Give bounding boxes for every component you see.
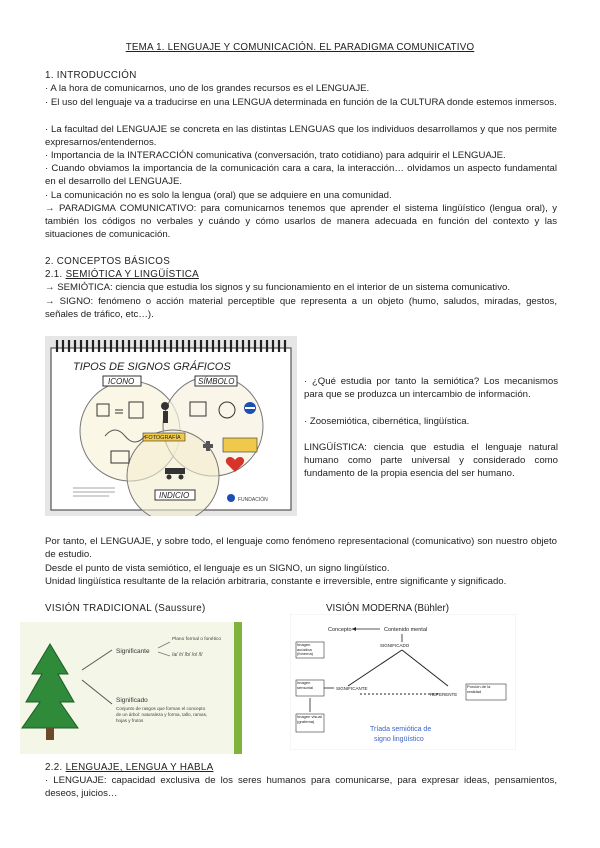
semiotica-branches: · Zoosemiótica, cibernética, lingüística. <box>304 416 470 427</box>
subsection-title: SEMIÓTICA Y LINGÜÍSTICA <box>65 269 199 280</box>
buhler-diagram <box>290 614 516 750</box>
buhler-contenido: Contenido mental <box>384 627 428 633</box>
buhler-imagen-sensorial: Imagen sensorial <box>297 681 314 690</box>
subsection-number: 2.2. <box>45 762 63 773</box>
page-title: TEMA 1. LENGUAJE Y COMUNICACIÓN. EL PARADIGMA COMUNICATIVO <box>125 42 475 53</box>
label-simbolo: SÍMBOLO <box>198 377 235 386</box>
intro-line-3: · La facultad del LENGUAJE se concreta en las distintas LENGUAS que los individuos desarrollamos y que nos permite expresarnos/entendernos. <box>45 124 557 149</box>
buhler-significado: SIGNIFICADO <box>380 643 410 648</box>
saussure-significante: Significante <box>116 648 150 655</box>
buhler-caption-1: Tríada semiótica de <box>370 726 432 733</box>
subsection-title: LENGUAJE, LENGUA Y HABLA <box>65 762 214 773</box>
buhler-significante: SIGNIFICANTE <box>336 686 368 691</box>
concepts-heading: 2. CONCEPTOS BÁSICOS <box>45 256 171 267</box>
lenguaje-def: · LENGUAJE: capacidad exclusiva de los seres humanos para comunicarse, para expresar ideas, pensamientos, deseos, juicios… <box>45 775 557 800</box>
buhler-caption-2: signo lingüístico <box>374 736 424 743</box>
buhler-porcion: Porción de la realidad <box>467 685 491 694</box>
signo-linguistico: Desde el punto de vista semiótico, el lenguaje es un SIGNO, un signo lingüístico. <box>45 563 390 574</box>
subsection-number: 2.1. <box>45 269 63 280</box>
vision-tradicional-heading: VISIÓN TRADICIONAL (Saussure) <box>45 603 206 614</box>
subsection-2-2 <box>45 761 213 774</box>
label-indicio: INDICIO <box>159 491 190 500</box>
saussure-plano-formal: Plano formal o fonético <box>172 637 222 642</box>
saussure-desc: Conjunto de rasgos que forman el concepto de un árbol: naturaleza y forma, tallo, ramas, hojas y frutos <box>116 706 208 723</box>
saussure-diagram <box>20 622 242 754</box>
notebook-title: TIPOS DE SIGNOS GRÁFICOS <box>73 361 231 373</box>
saussure-fonemas: /a/ /r/ /b/ /o/ /l/ <box>172 652 203 658</box>
semiotica-def: → SEMIÓTICA: ciencia que estudia los signos y su funcionamiento en el interior de un sistema comunicativo. <box>45 282 510 293</box>
label-fotografia: FOTOGRAFÍA <box>145 435 181 441</box>
intro-line-5: · Cuando obviamos la importancia de la comunicación cara a cara, la interacción… olvidamos un aspecto fundamental en el desarrollo del LENGUAJE. <box>45 163 557 188</box>
intro-line-2: · El uso del lenguaje va a traducirse en una LENGUA determinada en función de la CULTURA donde estemos inmersos. <box>45 97 557 108</box>
buhler-imagen-acustica: Imagen acústica (fonema) <box>297 643 314 657</box>
buhler-concepto: Concepto <box>328 627 352 633</box>
signo-def: → SIGNO: fenómeno o acción material perceptible que representa a un objeto (humo, saludos, miradas, gestos, señales de tráfico, etc…). <box>45 296 557 321</box>
intro-heading: 1. INTRODUCCIÓN <box>45 70 137 81</box>
intro-line-7: → PARADIGMA COMUNICATIVO: para comunicarnos tenemos que aprender el sistema lingüístico (lengua oral), y también los códigos no verbales y cuándo y cómo usarlos de manera adecuada en función del contexto y las situaciones de comunicación. <box>45 203 557 241</box>
label-icono: ICONO <box>108 377 135 386</box>
notebook-logo: FUNDACIÓN <box>238 497 268 503</box>
buhler-referente: REFERENTE <box>430 692 458 697</box>
vision-moderna-heading: VISIÓN MODERNA (Bühler) <box>326 603 450 614</box>
semiotica-question: · ¿Qué estudia por tanto la semiótica? Los mecanismos para que se produzca un intercambio de información. <box>304 376 558 401</box>
subsection-2-1 <box>45 268 199 281</box>
buhler-imagen-visual: Imagen visual (grafema) <box>297 715 322 724</box>
linguistica-def: LINGÜÍSTICA: ciencia que estudia el lenguaje natural humano como parte universal y considerado como fundamento de la propia esencia del ser humano. <box>304 442 558 480</box>
intro-line-6: · La comunicación no es solo la lengua (oral) que se adquiere en una comunidad. <box>45 190 392 201</box>
intro-line-4: · Importancia de la INTERACCIÓN comunicativa (conversación, trato cotidiano) para adquirir el LENGUAJE. <box>45 150 506 161</box>
saussure-significado: Significado <box>116 697 148 704</box>
intro-line-1: · A la hora de comunicarnos, uno de los grandes recursos es el LENGUAJE. <box>45 83 370 94</box>
lenguaje-objeto: Por tanto, el LENGUAJE, y sobre todo, el lenguaje como fenómeno representacional (comunicativo) son nuestro objeto de estudio. <box>45 536 557 561</box>
signs-notebook-image <box>45 336 297 516</box>
unidad-linguistica: Unidad lingüística resultante de la relación arbitraria, constante e irreversible, entre significante y significado. <box>45 576 507 587</box>
